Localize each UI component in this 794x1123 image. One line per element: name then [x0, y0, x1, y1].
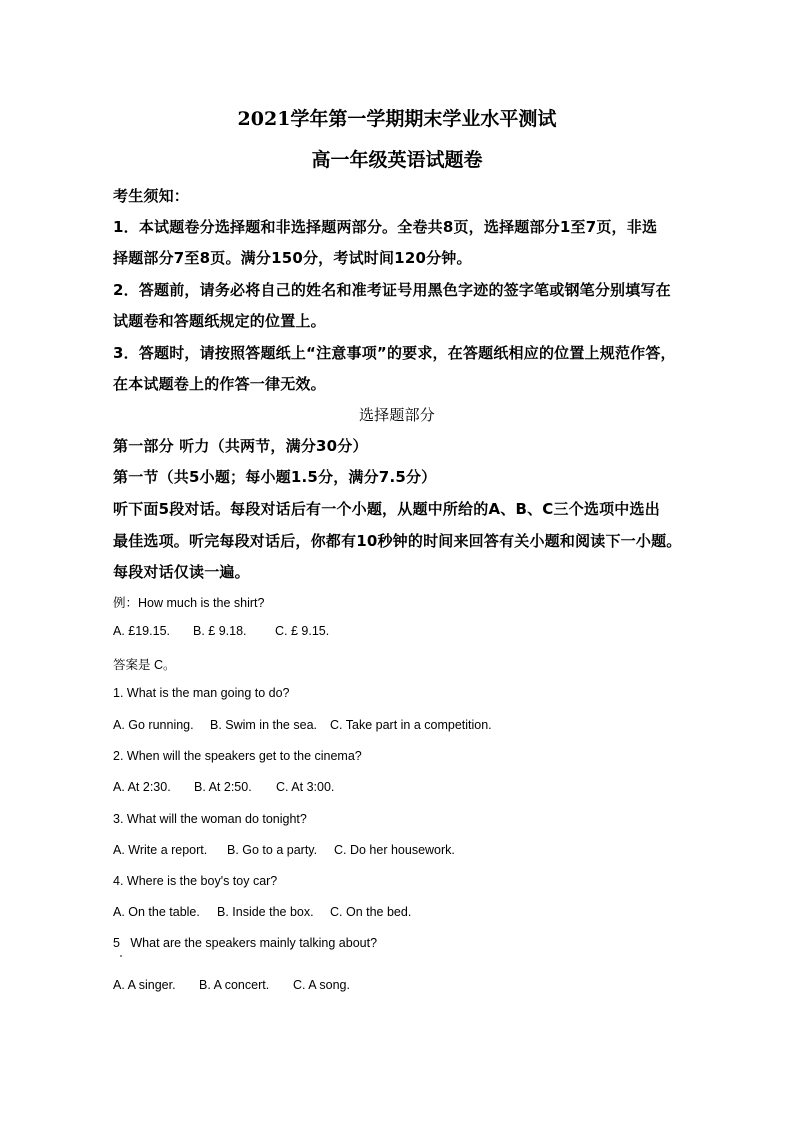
option: C. Take part in a competition. [330, 718, 492, 732]
section1-title: 第一节（共5小题；每小题1.5分，满分7.5分） [113, 468, 437, 486]
notice-heading: 考生须知： [113, 187, 190, 205]
question-4-options [113, 905, 733, 919]
example-options [113, 624, 733, 638]
example-answer: 答案是 C。 [113, 658, 176, 672]
question-3: 3. What will the woman do tonight? [113, 812, 307, 826]
option: A. On the table. [113, 905, 200, 919]
question-4: 4. Where is the boy's toy car? [113, 874, 278, 888]
option: C. At 3:00. [276, 780, 335, 794]
option: A. £19.15. [113, 624, 170, 638]
example-question: 例：How much is the shirt? [113, 596, 265, 610]
part1-title: 第一部分 听力（共两节，满分30分） [113, 437, 368, 455]
exam-title: 2021学年第一学期期末学业水平测试 [237, 108, 557, 130]
option: A. A singer. [113, 978, 176, 992]
option: A. Go running. [113, 718, 194, 732]
option: C. Do her housework. [334, 843, 455, 857]
option: C. £ 9.15. [275, 624, 330, 638]
question-5: 5 What are the speakers mainly talking about? [113, 936, 378, 950]
rule-line: 2．答题前，请务必将自己的姓名和准考证号用黑色字迹的签字笔或钢笔分别填写在 [113, 281, 671, 299]
question-2: 2. When will the speakers get to the cinema? [113, 749, 362, 763]
option: B. At 2:50. [194, 780, 252, 794]
instruction-line: 最佳选项。听完每段对话后，你都有10秒钟的时间来回答有关小题和阅读下一小题。 [113, 532, 682, 550]
option: C. On the bed. [330, 905, 412, 919]
section-title: 选择题部分 [358, 406, 435, 424]
option: A. Write a report. [113, 843, 208, 857]
option: B. £ 9.18. [193, 624, 247, 638]
rule-line: 3．答题时，请按照答题纸上“注意事项”的要求，在答题纸相应的位置上规范作答， [113, 344, 676, 362]
option: B. A concert. [199, 978, 270, 992]
rule-line: 择题部分7至8页。满分150分，考试时间120分钟。 [113, 249, 472, 267]
question-3-options [113, 843, 733, 857]
option: C. A song. [293, 978, 350, 992]
question-1-options [113, 718, 733, 732]
option: A. At 2:30. [113, 780, 171, 794]
exam-subtitle: 高一年级英语试题卷 [311, 149, 483, 171]
stray-mark [120, 955, 122, 957]
option: B. Inside the box. [217, 905, 314, 919]
question-2-options [113, 780, 733, 794]
question-1: 1. What is the man going to do? [113, 686, 290, 700]
rule-line: 1．本试题卷分选择题和非选择题两部分。全卷共8页，选择题部分1至7页，非选 [113, 218, 658, 236]
question-5-options [113, 978, 733, 992]
instruction-line: 每段对话仅读一遍。 [113, 563, 250, 581]
rule-line: 在本试题卷上的作答一律无效。 [113, 375, 326, 393]
option: B. Go to a party. [227, 843, 318, 857]
rule-line: 试题卷和答题纸规定的位置上。 [113, 312, 326, 330]
option: B. Swim in the sea. [210, 718, 317, 732]
instruction-line: 听下面5段对话。每段对话后有一个小题，从题中所给的A、B、C三个选项中选出 [113, 500, 660, 518]
